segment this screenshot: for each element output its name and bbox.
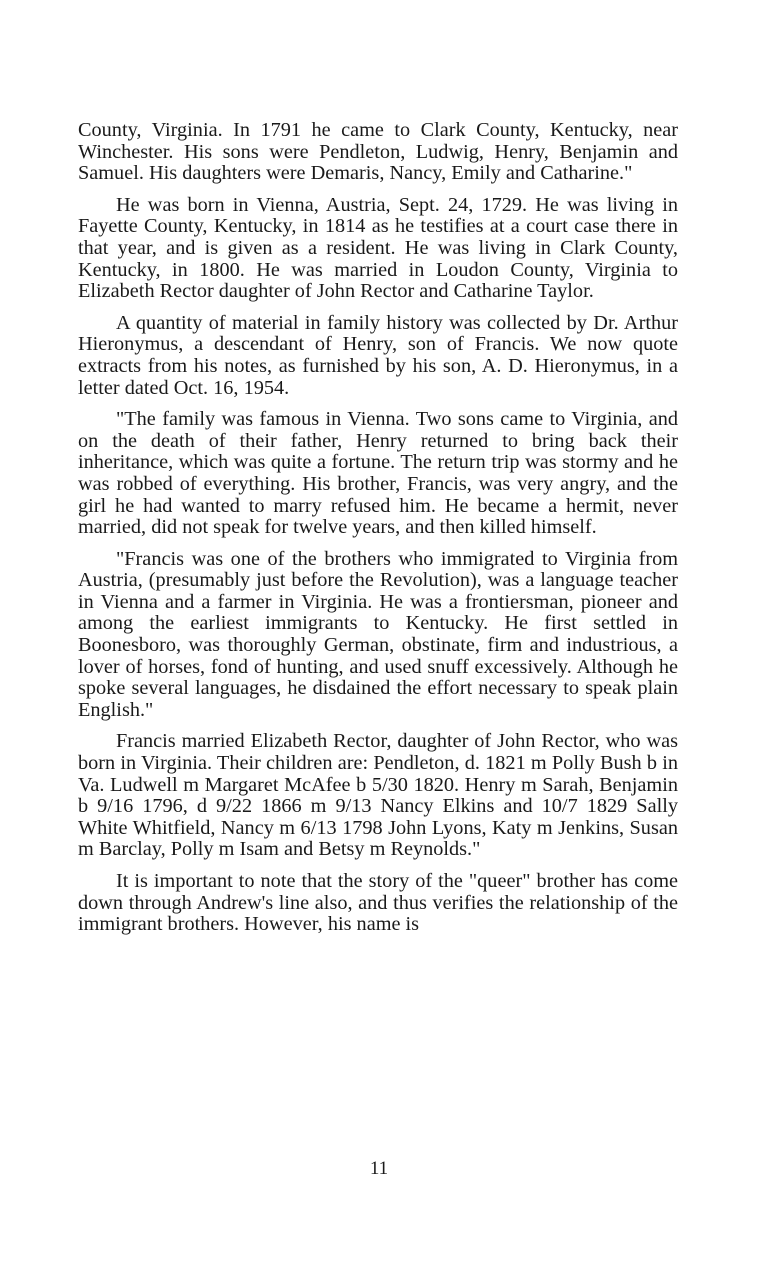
paragraph-1: County, Virginia. In 1791 he came to Clark County, Kentucky, near Winchester. His sons were Pendleton, Ludwig, Henry, Benjamin and Samuel. His daughters were Demaris, Nancy, Emily and Catharine." [78,119,678,185]
page-number: 11 [369,1158,389,1179]
paragraph-7: It is important to note that the story of the "queer" brother has come down through Andrew's line also, and thus verifies the relationship of the immigrant brothers. However, his name is [78,870,678,936]
paragraph-2: He was born in Vienna, Austria, Sept. 24, 1729. He was living in Fayette County, Kentucky, in 1814 as he testifies at a court case there in that year, and is given as a resident. He was living in Clark County, Kentucky, in 1800. He was married in Loudon County, Virginia to Elizabeth Rector daughter of John Rector and Catharine Taylor. [78,193,678,303]
paragraph-6: Francis married Elizabeth Rector, daughter of John Rector, who was born in Virginia. Their children are: Pendleton, d. 1821 m Polly Bush b in Va. Ludwell m Margaret McAfee b 5/30 1820. Henry m Sarah, Benjamin b 9/16 1796, d 9/22 1866 m 9/13 Nancy Elkins and 10/7 1829 Sally White Whitfield, Nancy m 6/13 1798 John Lyons, Katy m Jenkins, Susan m Barclay, Polly m Isam and Betsy m Reynolds." [78,730,678,861]
paragraph-4: "The family was famous in Vienna. Two sons came to Virginia, and on the death of their father, Henry returned to bring back their inheritance, which was quite a fortune. The return trip was stormy and he was robbed of everything. His brother, Francis, was very angry, and the girl he had wanted to marry refused him. He became a hermit, never married, did not speak for twelve years, and then killed himself. [78,408,678,539]
paragraph-5: "Francis was one of the brothers who immigrated to Virginia from Austria, (presumably just before the Revolution), was a language teacher in Vienna and a farmer in Virginia. He was a frontiersman, pioneer and among the earliest immigrants to Kentucky. He first settled in Boonesboro, was thoroughly German, obstinate, firm and industrious, a lover of horses, fond of hunting, and used snuff excessively. Although he spoke several languages, he disdained the effort necessary to speak plain English." [78,547,678,721]
page-body [78,120,678,946]
paragraph-3: A quantity of material in family history was collected by Dr. Arthur Hieronymus, a descendant of Henry, son of Francis. We now quote extracts from his notes, as furnished by his son, A. D. Hieronymus, in a letter dated Oct. 16, 1954. [78,311,678,399]
